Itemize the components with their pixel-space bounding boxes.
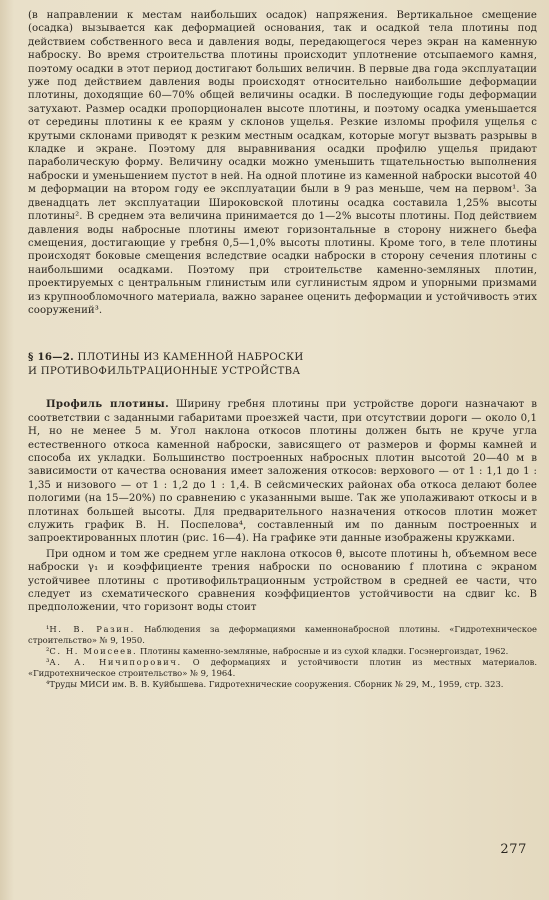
body-paragraph-2 xyxy=(28,398,537,545)
section-heading xyxy=(28,351,537,378)
paragraph-2-text: Ширину гребня плотины при устройстве дороги назначают в соответствии с заданными габаритами проезжей части, при отсутствии дороги — около 0,1 H, но не менее 5 м. Угол наклона откосов плотины должен быть не круче угла естественного откоса каменной наброски, зависящего от размеров и формы камней и способа их укладки. Большинство построенных набросных плотин высотой 20—40 м в зависимости от качества основания имеет заложения откосов: верхового — от 1 : 1,1 до 1 : 1,35 и низового — от 1 : 1,2 до 1 : 1,4. В сейсмических районах оба откоса делают более пологими (на 15—20%) по сравнению с указанными выше. Так же уполаживают откосы и в плотинах большей высоты. Для предварительного назначения откосов плотин может служить график В. Н. Поспелова⁴, составленный им по данным построенных и запроектированных плотин (рис. 16—4). На графике эти данные изображены кружками. xyxy=(28,399,537,545)
footnote-mark: ³ xyxy=(46,656,50,667)
footnote xyxy=(28,624,537,646)
footnote xyxy=(28,679,537,690)
footnote-text: Плотины каменно-земляные, набросные и из сухой кладки. Госэнергоиздат, 1962. xyxy=(137,645,509,656)
body-paragraph-3: При одном и том же среднем угле наклона откосов θ, высоте плотины h, объемном весе наброски γ₁ и коэффициенте трения наброски по основанию f плотина с экраном устойчивее плотины с противофильтрационным устройством в средней ее части, что следует из схематического сравнения коэффициентов устойчивости на сдвиг kс. В предположении, что горизонт воды стоит xyxy=(28,548,537,614)
footnote-text: Наблюдения за деформациями каменнонабросной плотины. «Гидротехническое строительство» № 9, 1950. xyxy=(28,623,537,645)
footnote xyxy=(28,646,537,657)
footnote-author: А. А. Ничипорович. xyxy=(49,656,182,667)
footnotes xyxy=(28,624,537,690)
body-paragraph-1: (в направлении к местам наибольших осадок) напряжения. Вертикальное смещение (осадка) вызывается как деформацией основания, так и осадкой тела плотины под действием собственного веса и давления воды, передающегося через экран на каменную наброску. Во время строительства плотины происходит уплотнение отсыпаемого камня, поэтому осадки в этот период достигают больших величин. В первые два года эксплуатации уже под действием давления воды происходят относительно наибольшие деформации плотины, доходящие 60—70% общей величины осадки. В последующие годы деформации затухают. Размер осадки пропорционален высоте плотины, и поэтому осадка уменьшается от середины плотины к ее краям у склонов ущелья. Резкие изломы профиля ущелья с крутыми склонами приводят к резким местным осадкам, которые могут вызвать разрывы в кладке и экране. Поэтому для выравнивания осадки профилю ущелья придают параболическую форму. Величину осадки можно уменьшить тщательностью выполнения наброски и уменьшением пустот в ней. На одной плотине из каменной наброски высотой 40 м деформации на втором году ее эксплуатации были в 9 раз меньше, чем на первом¹. За двенадцать лет эксплуатации Широковской плотины осадка составила 1,25% высоты плотины². В среднем эта величина принимается до 1—2% высоты плотины. Под действием давления воды набросные плотины имеют горизонтальные в сторону нижнего бьефа смещения, достигающие у гребня 0,5—1,0% высоты плотины. Кроме того, в теле плотины происходят боковые смещения вследствие осадки наброски в сторону сечения плотины с наибольшими осадками. Поэтому при строительстве каменно-земляных плотин, проектируемых с центральным глинистым или суглинистым ядром и упорными призмами из крупнообломочного материала, важно заранее оценить деформации и устойчивость этих сооружений³. xyxy=(28,10,537,316)
footnote xyxy=(28,657,537,679)
footnote-author: Н. В. Разин. xyxy=(49,623,135,634)
footnote-author: С. Н. Моисеев. xyxy=(49,645,138,656)
footnote-text: О деформациях и устойчивости плотин из местных материалов. «Гидротехническое строительство» № 9, 1964. xyxy=(28,656,537,678)
footnote-text: Труды МИСИ им. В. В. Куйбышева. Гидротехнические сооружения. Сборник № 29, М., 1959, стр. 323. xyxy=(49,678,504,689)
section-number: § 16—2. xyxy=(28,351,74,364)
footnote-mark: ¹ xyxy=(46,623,50,634)
footnote-mark: ⁴ xyxy=(46,678,50,689)
paragraph-lead-heading: Профиль плотины. xyxy=(46,398,169,411)
section-title-line-2: И ПРОТИВОФИЛЬТРАЦИОННЫЕ УСТРОЙСТВА xyxy=(28,365,301,377)
footnote-mark: ² xyxy=(46,645,50,656)
page-number: 277 xyxy=(500,842,527,857)
section-title-line-1: ПЛОТИНЫ ИЗ КАМЕННОЙ НАБРОСКИ xyxy=(77,352,304,364)
